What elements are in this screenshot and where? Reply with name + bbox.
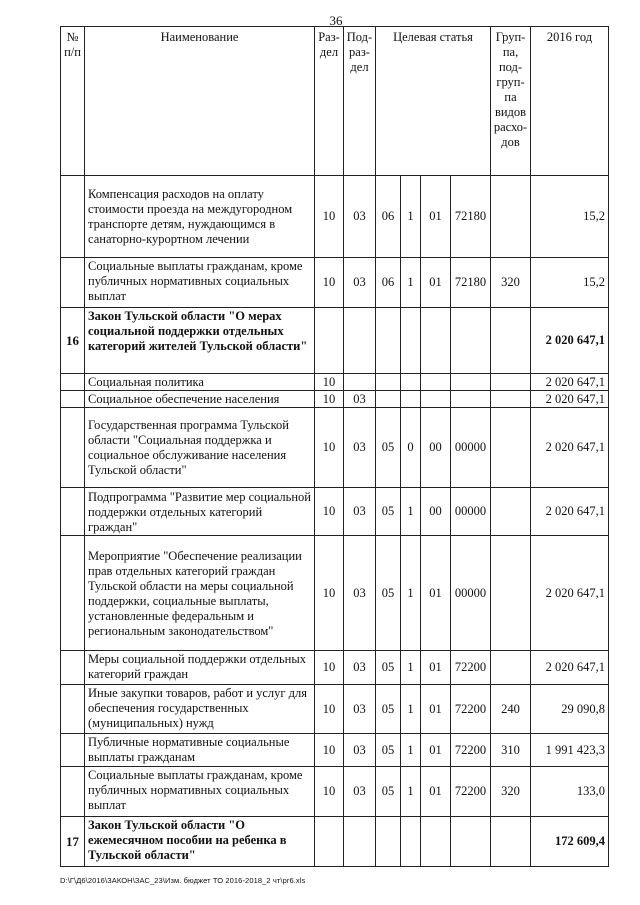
row-name: Социальные выплаты гражданам, кроме публичных нормативных социальных выплат — [85, 767, 315, 817]
cell-podrazdel: 03 — [344, 536, 376, 651]
table-row — [61, 308, 609, 374]
row-number — [61, 176, 85, 258]
cell-podrazdel: 03 — [344, 651, 376, 685]
table-row — [61, 536, 609, 651]
page-number: 36 — [329, 13, 343, 28]
cell-target-direction: 00000 — [451, 488, 491, 536]
cell-target-direction: 72200 — [451, 651, 491, 685]
cell-podrazdel — [344, 374, 376, 391]
header-razdel: Раз-дел — [315, 27, 344, 176]
file-path-footer: D:\Г\Д6\2016\ЗАКОН\ЗАС_23\Изм. бюджет ТО 2016-2018_2 чт\pr6.xls — [60, 876, 306, 885]
cell-target-event: 01 — [421, 685, 451, 734]
cell-group — [491, 308, 531, 374]
cell-target-direction: 72200 — [451, 685, 491, 734]
cell-group: 320 — [491, 767, 531, 817]
row-number — [61, 488, 85, 536]
cell-group — [491, 817, 531, 867]
cell-amount: 29 090,8 — [531, 685, 609, 734]
cell-target-program: 05 — [376, 767, 401, 817]
table-row — [61, 817, 609, 867]
header-row — [61, 27, 609, 176]
cell-amount: 2 020 647,1 — [531, 374, 609, 391]
cell-target-direction: 00000 — [451, 536, 491, 651]
cell-amount: 133,0 — [531, 767, 609, 817]
header-no: № п/п — [61, 27, 85, 176]
cell-podrazdel: 03 — [344, 488, 376, 536]
row-name: Мероприятие "Обеспечение реализации прав отдельных категорий граждан Тульской области на меры социальной поддержки, социальные выплаты, установленные федеральным и региональным законодательством" — [85, 536, 315, 651]
cell-amount: 1 991 423,3 — [531, 734, 609, 767]
cell-razdel: 10 — [315, 258, 344, 308]
cell-target-event — [421, 308, 451, 374]
cell-target-event: 01 — [421, 651, 451, 685]
cell-group — [491, 536, 531, 651]
cell-group — [491, 408, 531, 488]
cell-target-program: 05 — [376, 488, 401, 536]
cell-group: 310 — [491, 734, 531, 767]
header-target: Целевая статья — [376, 27, 491, 176]
row-name: Социальные выплаты гражданам, кроме публичных нормативных социальных выплат — [85, 258, 315, 308]
row-name: Подпрограмма "Развитие мер социальной поддержки отдельных категорий граждан" — [85, 488, 315, 536]
cell-target-direction: 72200 — [451, 767, 491, 817]
cell-target-program — [376, 817, 401, 867]
header-year: 2016 год — [531, 27, 609, 176]
cell-group — [491, 176, 531, 258]
cell-target-program — [376, 308, 401, 374]
cell-podrazdel: 03 — [344, 258, 376, 308]
cell-target-event: 00 — [421, 488, 451, 536]
cell-target-subprogram: 1 — [401, 536, 421, 651]
cell-target-event: 00 — [421, 408, 451, 488]
cell-razdel — [315, 817, 344, 867]
cell-target-program — [376, 391, 401, 408]
row-name: Социальная политика — [85, 374, 315, 391]
budget-table — [60, 26, 609, 867]
row-name: Социальное обеспечение населения — [85, 391, 315, 408]
row-number — [61, 391, 85, 408]
cell-podrazdel — [344, 308, 376, 374]
cell-razdel — [315, 308, 344, 374]
cell-razdel: 10 — [315, 391, 344, 408]
cell-target-event — [421, 817, 451, 867]
cell-target-direction — [451, 391, 491, 408]
cell-target-event: 01 — [421, 734, 451, 767]
cell-target-program: 05 — [376, 651, 401, 685]
cell-podrazdel: 03 — [344, 685, 376, 734]
cell-razdel: 10 — [315, 408, 344, 488]
cell-podrazdel: 03 — [344, 408, 376, 488]
row-number — [61, 767, 85, 817]
cell-target-subprogram — [401, 391, 421, 408]
cell-target-program: 06 — [376, 258, 401, 308]
cell-amount: 15,2 — [531, 176, 609, 258]
cell-target-subprogram: 1 — [401, 685, 421, 734]
cell-target-program: 05 — [376, 734, 401, 767]
cell-target-direction: 72180 — [451, 176, 491, 258]
row-name: Компенсация расходов на оплату стоимости проезда на междугородном транспорте детям, нуждающимся в санаторно-курортном лечении — [85, 176, 315, 258]
table-row — [61, 258, 609, 308]
cell-amount: 15,2 — [531, 258, 609, 308]
row-number — [61, 536, 85, 651]
cell-group — [491, 651, 531, 685]
cell-target-subprogram: 1 — [401, 176, 421, 258]
cell-group — [491, 374, 531, 391]
cell-razdel: 10 — [315, 767, 344, 817]
cell-target-subprogram: 0 — [401, 408, 421, 488]
row-number — [61, 258, 85, 308]
row-number — [61, 408, 85, 488]
cell-target-subprogram: 1 — [401, 488, 421, 536]
cell-razdel: 10 — [315, 488, 344, 536]
cell-podrazdel: 03 — [344, 391, 376, 408]
header-name: Наименование — [85, 27, 315, 176]
cell-razdel: 10 — [315, 176, 344, 258]
row-number: 17 — [61, 817, 85, 867]
cell-amount: 2 020 647,1 — [531, 536, 609, 651]
cell-target-direction: 72200 — [451, 734, 491, 767]
header-group: Груп-па, под-груп-па видов расхо-дов — [491, 27, 531, 176]
cell-target-subprogram: 1 — [401, 258, 421, 308]
cell-target-event: 01 — [421, 767, 451, 817]
table-row — [61, 488, 609, 536]
cell-target-subprogram: 1 — [401, 651, 421, 685]
table-row — [61, 651, 609, 685]
cell-target-subprogram: 1 — [401, 734, 421, 767]
cell-amount: 2 020 647,1 — [531, 308, 609, 374]
cell-target-program: 05 — [376, 536, 401, 651]
cell-target-event — [421, 391, 451, 408]
row-name: Меры социальной поддержки отдельных категорий граждан — [85, 651, 315, 685]
cell-target-event: 01 — [421, 536, 451, 651]
table-row — [61, 391, 609, 408]
table-row — [61, 176, 609, 258]
cell-target-direction — [451, 817, 491, 867]
cell-target-program: 05 — [376, 685, 401, 734]
cell-target-subprogram — [401, 308, 421, 374]
row-number — [61, 685, 85, 734]
cell-group — [491, 391, 531, 408]
cell-target-program: 05 — [376, 408, 401, 488]
cell-target-event: 01 — [421, 258, 451, 308]
row-name: Публичные нормативные социальные выплаты гражданам — [85, 734, 315, 767]
row-number — [61, 734, 85, 767]
cell-target-direction — [451, 308, 491, 374]
header-podrazdel: Под-раз-дел — [344, 27, 376, 176]
cell-razdel: 10 — [315, 734, 344, 767]
table-row — [61, 734, 609, 767]
cell-razdel: 10 — [315, 651, 344, 685]
cell-target-direction: 00000 — [451, 408, 491, 488]
table-row — [61, 767, 609, 817]
cell-target-subprogram — [401, 374, 421, 391]
cell-target-program — [376, 374, 401, 391]
cell-group: 240 — [491, 685, 531, 734]
row-name: Закон Тульской области "О мерах социальной поддержки отдельных категорий жителей Тульской области" — [85, 308, 315, 374]
cell-target-event — [421, 374, 451, 391]
cell-target-event: 01 — [421, 176, 451, 258]
row-name: Закон Тульской области "О ежемесячном пособии на ребенка в Тульской области" — [85, 817, 315, 867]
cell-group: 320 — [491, 258, 531, 308]
cell-podrazdel: 03 — [344, 734, 376, 767]
row-name: Государственная программа Тульской области "Социальная поддержка и социальное обслуживание населения Тульской области" — [85, 408, 315, 488]
cell-amount: 172 609,4 — [531, 817, 609, 867]
row-number — [61, 651, 85, 685]
cell-target-program: 06 — [376, 176, 401, 258]
cell-amount: 2 020 647,1 — [531, 408, 609, 488]
cell-podrazdel: 03 — [344, 176, 376, 258]
cell-target-direction: 72180 — [451, 258, 491, 308]
row-number — [61, 374, 85, 391]
cell-amount: 2 020 647,1 — [531, 391, 609, 408]
table-row — [61, 408, 609, 488]
cell-amount: 2 020 647,1 — [531, 488, 609, 536]
table-row — [61, 374, 609, 391]
cell-target-subprogram: 1 — [401, 767, 421, 817]
row-number: 16 — [61, 308, 85, 374]
cell-amount: 2 020 647,1 — [531, 651, 609, 685]
cell-group — [491, 488, 531, 536]
cell-podrazdel — [344, 817, 376, 867]
cell-razdel: 10 — [315, 685, 344, 734]
cell-target-direction — [451, 374, 491, 391]
cell-razdel: 10 — [315, 536, 344, 651]
cell-target-subprogram — [401, 817, 421, 867]
row-name: Иные закупки товаров, работ и услуг для обеспечения государственных (муниципальных) нужд — [85, 685, 315, 734]
table-row — [61, 685, 609, 734]
cell-podrazdel: 03 — [344, 767, 376, 817]
cell-razdel: 10 — [315, 374, 344, 391]
